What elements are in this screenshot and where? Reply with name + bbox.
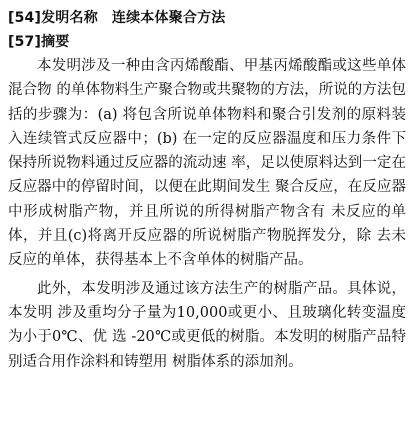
abstract-heading: 摘要 — [41, 34, 70, 50]
abstract-paragraph-2: 此外，本发明涉及通过该方法生产的树脂产品。具体说，本发明 涉及重均分子量为10,000或更小、且玻璃化转变温度为小于0℃、优 选 -20℃或更低的树脂。本发明的树脂产品特别适合用作涂料和铸塑用 树脂体系的添加剂。 — [8, 280, 406, 370]
abstract-heading-line — [8, 30, 406, 54]
patent-abstract-document — [8, 6, 406, 374]
title-field-label: 发明名称 — [41, 10, 98, 26]
invention-title: 连续本体聚合方法 — [111, 10, 226, 26]
abstract-paragraph-1: 本发明涉及一种由含丙烯酸酯、甲基丙烯酸酯或这些单体混合物 的单体物料生产聚合物或共聚物的方法，所说的方法包括的步骤为：(a) 将包含所说单体物料和聚合引发剂的原料装入连续管式反应器中；(b) 在一定的反应器温度和压力条件下保持所说物料通过反应器的流动速 率，足以使原料达到一定在反应器中的停留时间，以便在此期间发生 聚合反应，在反应器中形成树脂产物，并且所说的所得树脂产物含有 未反应的单体，并且(c)将离开反应器的所说树脂产物脱挥发分，除 去未反应的单体，获得基本上不含单体的树脂产品。 — [8, 58, 406, 269]
invention-title-line — [8, 6, 406, 30]
abstract-field-code: [57] — [8, 34, 42, 50]
title-field-code: [54] — [8, 10, 42, 26]
